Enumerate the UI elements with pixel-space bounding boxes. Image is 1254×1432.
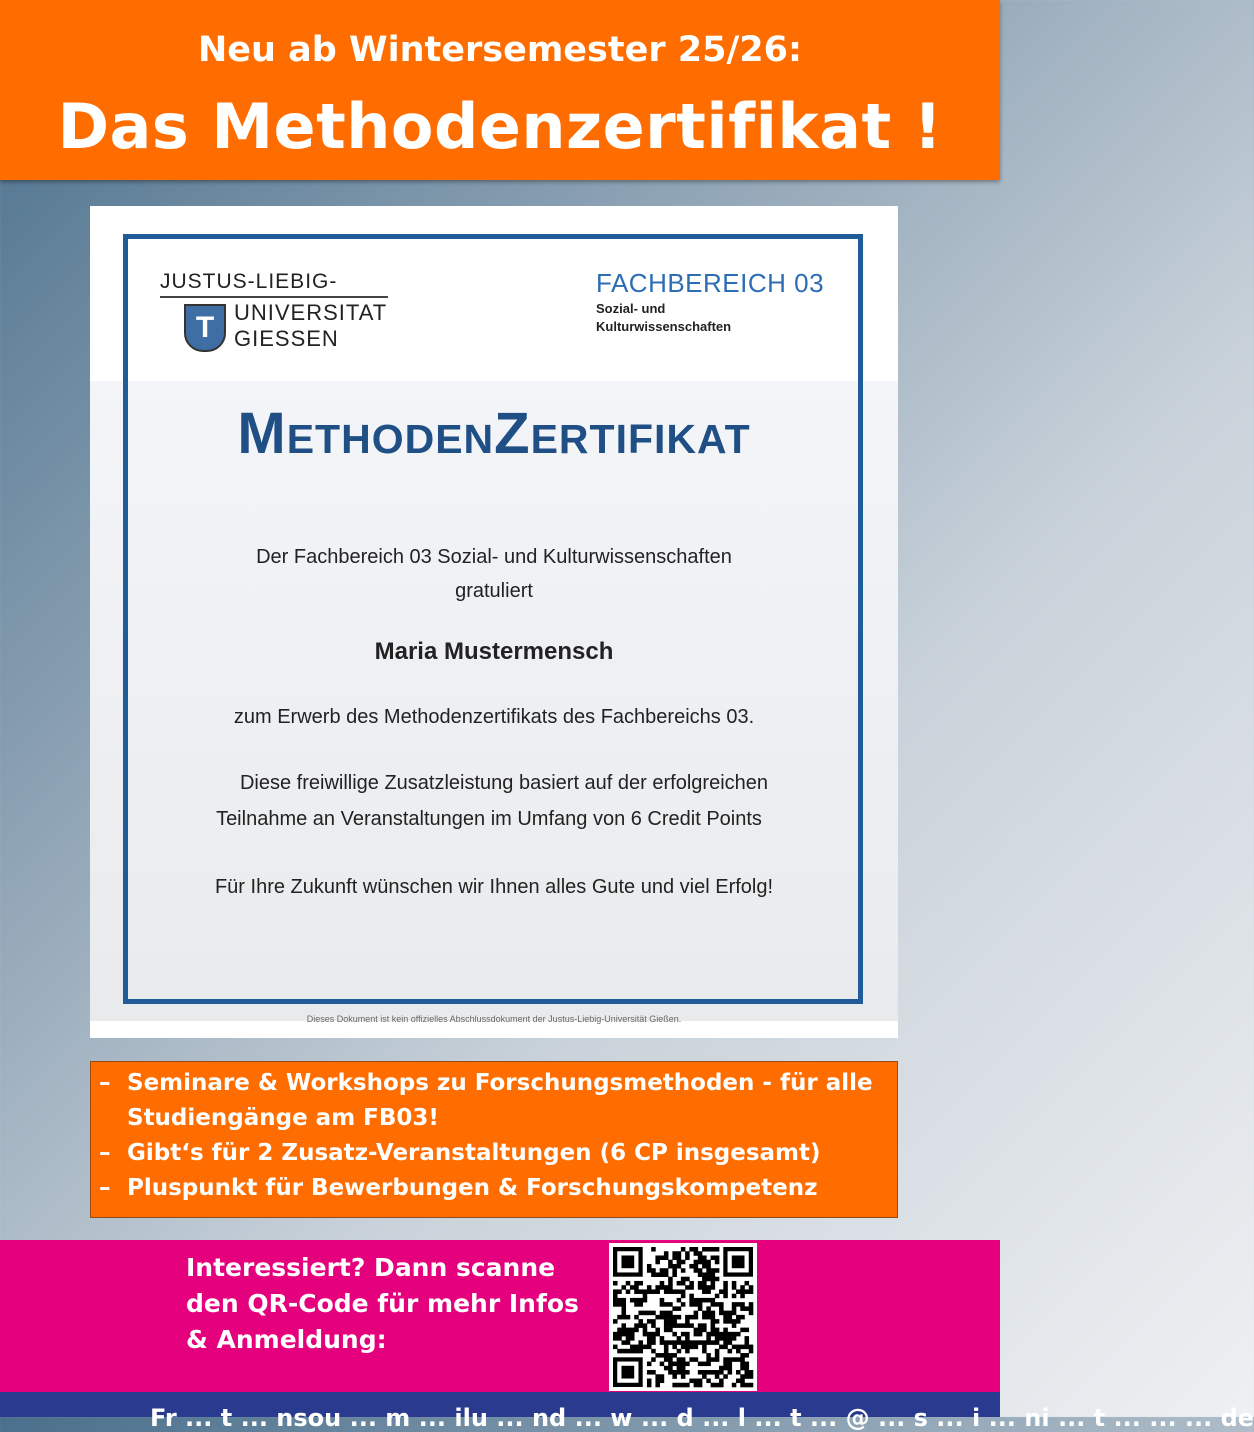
university-name-line3: GIESSEN bbox=[234, 326, 339, 351]
benefit-text: Gibt‘s für 2 Zusatz-Veranstaltungen (6 CP insgesamt) bbox=[127, 1140, 821, 1166]
university-name-line2: UNIVERSITAT bbox=[234, 300, 388, 325]
logo-rule bbox=[160, 296, 388, 298]
benefit-text: Studiengänge am FB03! bbox=[127, 1105, 439, 1131]
qr-code[interactable] bbox=[609, 1243, 757, 1391]
bullet-dash: – bbox=[99, 1070, 111, 1096]
cta-text bbox=[186, 1250, 586, 1358]
department-title: FACHBEREICH 03 bbox=[596, 268, 825, 298]
certificate-disclaimer: Dieses Dokument ist kein offizielles Abschlussdokument der Justus-Liebig-Universität Gießen. bbox=[306, 1014, 682, 1024]
certificate-line1: Der Fachbereich 03 Sozial- und Kulturwissenschaften bbox=[256, 546, 732, 568]
benefit-item-continuation bbox=[99, 1101, 439, 1136]
certificate-line4: Diese freiwillige Zusatzleistung basiert auf der erfolgreichen bbox=[239, 772, 769, 794]
benefit-item bbox=[99, 1066, 873, 1101]
department-sub2: Kulturwissenschaften bbox=[596, 319, 732, 334]
benefit-text: Seminare & Workshops zu Forschungsmethoden - für alle bbox=[127, 1070, 873, 1096]
footer-contact-text: Fr ... t ... nsou ... m ... ilu ... nd ... w ... d ... l ... t ... @ ... s ... i ... ni ... t ... ... ... de bbox=[150, 1404, 1254, 1432]
cta-line1: Interessiert? Dann scanne bbox=[186, 1253, 556, 1282]
certificate-line6: Für Ihre Zukunft wünschen wir Ihnen alles Gute und viel Erfolg! bbox=[214, 876, 774, 898]
header-banner bbox=[0, 0, 1000, 180]
benefits-box bbox=[90, 1061, 898, 1218]
bullet-dash: – bbox=[99, 1140, 111, 1166]
benefit-item bbox=[99, 1136, 821, 1171]
certificate-image bbox=[90, 206, 898, 1038]
bullet-dash: – bbox=[99, 1175, 111, 1201]
certificate-line3: zum Erwerb des Methodenzertifikats des Fachbereichs 03. bbox=[233, 706, 755, 728]
university-name-line1: JUSTUS-LIEBIG- bbox=[160, 270, 338, 293]
header-subtitle: Neu ab Wintersemester 25/26: bbox=[198, 30, 802, 70]
department-sub1: Sozial- und bbox=[596, 301, 666, 316]
certificate-title: MethodenZertifikat bbox=[237, 401, 751, 466]
cta-line3: & Anmeldung: bbox=[186, 1325, 387, 1354]
department-logo bbox=[596, 268, 824, 335]
cta-line2: den QR-Code für mehr Infos bbox=[186, 1289, 579, 1318]
benefit-item bbox=[99, 1171, 817, 1206]
qr-code-graphic bbox=[609, 1243, 757, 1391]
certificate-recipient-name: Maria Mustermensch bbox=[374, 638, 614, 665]
university-shield-icon: T bbox=[184, 304, 226, 352]
footer-contact-band bbox=[0, 1392, 1254, 1432]
university-logo bbox=[160, 270, 388, 351]
call-to-action-band bbox=[0, 1240, 1000, 1392]
header-title: Das Methodenzertifikat ! bbox=[57, 90, 943, 163]
benefit-text: Pluspunkt für Bewerbungen & Forschungskompetenz bbox=[127, 1175, 818, 1201]
certificate-line5: Teilnahme an Veranstaltungen im Umfang von 6 Credit Points bbox=[216, 808, 762, 830]
certificate-line2: gratuliert bbox=[455, 580, 533, 602]
